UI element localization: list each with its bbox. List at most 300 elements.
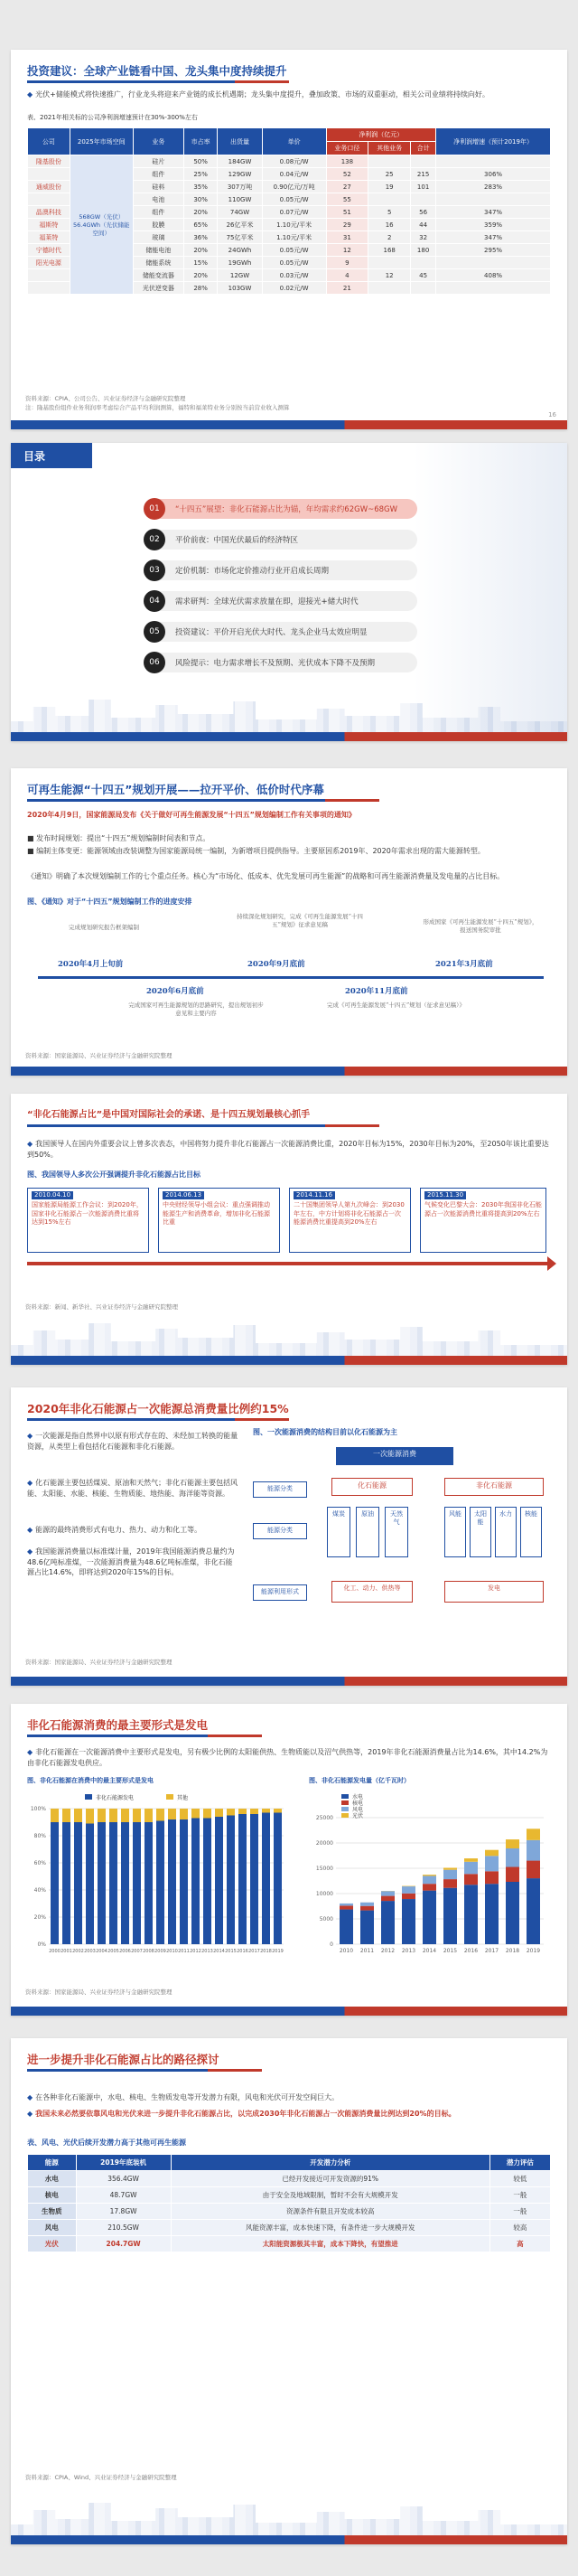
bar-0 xyxy=(74,1822,82,1944)
cell: 15% xyxy=(183,257,217,269)
milestone-desc: 持续深化规划研究，完成《可再生能源发展“十四五”规划》征求意见稿 xyxy=(237,913,363,929)
cell: 0.07元/W xyxy=(262,206,326,219)
cell xyxy=(436,193,551,206)
cell xyxy=(28,193,70,206)
x-tick-label: 2019 xyxy=(526,1948,541,1954)
bar-1 xyxy=(423,1884,436,1890)
x-tick-label: 2014 xyxy=(422,1948,437,1954)
th-sub-2: 其他业务 xyxy=(368,142,411,155)
bar-1 xyxy=(98,1809,106,1822)
x-tick-label: 2015 xyxy=(443,1948,458,1954)
cell: 一般 xyxy=(489,2187,550,2204)
cell: 20% xyxy=(183,244,217,257)
cell: 硅料 xyxy=(133,181,183,193)
toc-item[interactable] xyxy=(146,560,417,580)
x-tick-label: 2000 xyxy=(49,1949,61,1954)
cell xyxy=(411,282,436,295)
footer-bar xyxy=(11,2007,567,2016)
bar-0 xyxy=(51,1822,59,1944)
x-tick-label: 2012 xyxy=(190,1949,201,1954)
y-tick-label: 80% xyxy=(33,1833,46,1839)
diag-item: 核能 xyxy=(520,1507,542,1557)
bar-0 xyxy=(250,1814,258,1944)
toc-item[interactable] xyxy=(146,530,417,550)
cell: 21 xyxy=(326,282,368,295)
bar-0 xyxy=(485,1884,499,1944)
source-note: 资料来源：国家能源局、兴业证券经济与金融研究院整理 xyxy=(25,1988,172,1996)
cell: 19GWh xyxy=(218,257,262,269)
x-tick-label: 2010 xyxy=(339,1948,354,1954)
bar-1 xyxy=(402,1894,415,1899)
cell: 347% xyxy=(436,231,551,244)
bar-0 xyxy=(527,1878,540,1944)
bar-1 xyxy=(215,1809,223,1817)
legend-label: 非化石能源发电 xyxy=(96,1795,135,1801)
table-row xyxy=(28,2171,551,2187)
bar-1 xyxy=(274,1809,282,1813)
bar-1 xyxy=(168,1809,176,1819)
cell: 35% xyxy=(183,181,217,193)
bar-1 xyxy=(506,1867,519,1882)
y-tick-label: 0% xyxy=(37,1941,46,1948)
slide-title: 非化石能源消费的最主要形式是发电 xyxy=(27,1718,209,1732)
milestone-date: 2020年4月上旬前 xyxy=(58,960,124,969)
diag-label: 能源分类 xyxy=(253,1523,307,1539)
cell: 184GW xyxy=(218,155,262,168)
bar-3 xyxy=(443,1867,457,1869)
legend-swatch xyxy=(341,1800,349,1805)
cell xyxy=(368,155,411,168)
bullet: ◆ 一次能源是指自然界中以原有形式存在的、未经加工转换的能量资源，从类型上看包括化石能源和非化石能源。 xyxy=(27,1432,238,1451)
bar-2 xyxy=(360,1903,374,1906)
cell: 24GWh xyxy=(218,244,262,257)
footer-bar xyxy=(11,1067,567,1076)
cell: 26亿平米 xyxy=(218,219,262,231)
th-ship: 出货量 xyxy=(218,128,262,155)
cell: 胶膜 xyxy=(133,219,183,231)
x-tick-label: 2011 xyxy=(359,1948,375,1954)
cell xyxy=(368,257,411,269)
source-note: 资料来源：CPIA、公司公告、兴业证券经济与金融研究院整理 xyxy=(25,395,186,402)
cell: 风能资源丰富，成本快速下降，有条件进一步大规模开发 xyxy=(171,2220,489,2236)
cell: 51 xyxy=(326,206,368,219)
cell: 20% xyxy=(183,269,217,282)
bar-3 xyxy=(485,1850,499,1857)
x-tick-label: 2011 xyxy=(178,1949,190,1954)
x-tick-label: 2002 xyxy=(72,1949,84,1954)
cell: 30% xyxy=(183,193,217,206)
cell: 31 xyxy=(326,231,368,244)
commitment-card: 2015.11.30 气候变化巴黎大会：2030年我国非化石能源占一次能源消费比重将提高到20%左右 xyxy=(420,1188,546,1253)
cell: 110GW xyxy=(218,193,262,206)
bar-0 xyxy=(340,1910,353,1944)
bar-1 xyxy=(121,1809,129,1822)
x-tick-label: 2014 xyxy=(213,1949,225,1954)
bar-0 xyxy=(215,1817,223,1944)
cell: 28% xyxy=(183,282,217,295)
x-tick-label: 2012 xyxy=(380,1948,396,1954)
toc-item[interactable] xyxy=(146,653,417,672)
slide-title: 进一步提升非化石能源占比的路径探讨 xyxy=(27,2053,219,2066)
cell xyxy=(368,193,411,206)
diag-top: 一次能源消费 xyxy=(336,1447,453,1465)
bullet: ◆ 我国能源消费量以标准煤计量，2019年我国能源消费总量约为48.6亿吨标准煤，一次能源消费量为48.6亿吨标准煤，非化石能源占比14.6%，即将达到2020年15%的目标。 xyxy=(27,1547,235,1577)
cell: 较高 xyxy=(489,2220,550,2236)
bar-1 xyxy=(191,1809,200,1819)
cell: 55 xyxy=(326,193,368,206)
th-share: 市占率 xyxy=(183,128,217,155)
legend-label: 其他 xyxy=(177,1795,189,1801)
timeline-line xyxy=(38,976,544,979)
source-note: 资料来源：CPIA、Wind、兴业证券经济与金融研究院整理 xyxy=(25,2474,177,2481)
bar-1 xyxy=(74,1809,82,1822)
cell: 25% xyxy=(183,168,217,181)
toc-text: 定价机制：市场化定价推动行业开启成长周期 xyxy=(175,567,330,576)
bar-0 xyxy=(423,1891,436,1944)
x-tick-label: 2017 xyxy=(248,1949,260,1954)
diag-label: 能源利用形式 xyxy=(253,1584,307,1601)
bar-1 xyxy=(109,1809,117,1822)
cell: 103GW xyxy=(218,282,262,295)
figure-caption: 图、《通知》对于“十四五”规划编制工作的进度安排 xyxy=(27,898,192,906)
footer-bar xyxy=(11,732,567,741)
th-growth: 净利润增速（预计2019年） xyxy=(436,128,551,155)
cell: 组件 xyxy=(133,206,183,219)
bar-1 xyxy=(62,1809,70,1822)
bar-2 xyxy=(464,1862,478,1874)
cell xyxy=(411,193,436,206)
milestone-date: 2020年11月底前 xyxy=(345,987,408,996)
cell: 晶澳科技 xyxy=(28,206,70,219)
y-tick-label: 20000 xyxy=(315,1840,333,1847)
cell: 101 xyxy=(411,181,436,193)
diag-use: 发电 xyxy=(444,1581,544,1603)
diag-use: 化工、动力、供热等 xyxy=(331,1581,413,1603)
cell: 283% xyxy=(436,181,551,193)
figure-caption: 图、一次能源消费的结构目前以化石能源为主 xyxy=(253,1428,397,1436)
bar-3 xyxy=(506,1839,519,1848)
slide-title: 2020年非化石能源占一次能源总消费量比例约15% xyxy=(27,1402,289,1415)
cell: 45 xyxy=(411,269,436,282)
y-tick-label: 20% xyxy=(33,1914,46,1921)
bar-0 xyxy=(238,1814,247,1944)
cell xyxy=(436,155,551,168)
cell: 204.7GW xyxy=(76,2236,171,2252)
para: 《通知》明确了本次规划编制工作的七个重点任务。核心为“市场化、低成本、优先发展可再生能源”的战略和可再生能源消费量及发电量的占比目标。 xyxy=(27,872,505,880)
bar-0 xyxy=(191,1819,200,1945)
footer-bar xyxy=(11,2535,567,2544)
slide-primary-energy xyxy=(11,1387,567,1686)
cell: 4 xyxy=(326,269,368,282)
bar-0 xyxy=(464,1885,478,1944)
x-tick-label: 2013 xyxy=(401,1948,416,1954)
bar-0 xyxy=(156,1821,164,1945)
y-tick-label: 60% xyxy=(33,1860,46,1866)
cell: 0.03元/W xyxy=(262,269,326,282)
cell: 74GW xyxy=(218,206,262,219)
th-profit: 净利润（亿元） xyxy=(326,128,436,142)
toc-title: 目录 xyxy=(11,443,92,468)
legend-swatch xyxy=(341,1813,349,1818)
cell: 福莱特 xyxy=(28,231,70,244)
cell: 168 xyxy=(368,244,411,257)
slide-title: 投资建议：全球产业链看中国、龙头集中度持续提升 xyxy=(27,64,287,78)
x-tick-label: 2004 xyxy=(96,1949,107,1954)
company-table xyxy=(27,127,551,295)
diag-item: 风能 xyxy=(444,1507,466,1557)
bar-0 xyxy=(360,1911,374,1944)
x-tick-label: 2005 xyxy=(107,1949,119,1954)
cell: 32 xyxy=(411,231,436,244)
bar-1 xyxy=(238,1809,247,1814)
slide-commitment xyxy=(11,1094,567,1365)
bar-1 xyxy=(203,1809,211,1819)
title-underline xyxy=(27,80,235,83)
bar-3 xyxy=(464,1858,478,1862)
city-skyline xyxy=(11,2499,567,2535)
footer-bar xyxy=(11,1356,567,1365)
th-sub-3: 合计 xyxy=(411,142,436,155)
cell: 一般 xyxy=(489,2204,550,2220)
table-caption: 表、2021年相关标的公司净利润增速预计在30%-300%左右 xyxy=(27,114,198,121)
cell: 56 xyxy=(411,206,436,219)
cell: 44 xyxy=(411,219,436,231)
toc-text: “十四五”展望：非化石能源占比为锚，年均需求约62GW~68GW xyxy=(175,505,398,514)
cell: 12 xyxy=(326,244,368,257)
diag-item: 太阳能 xyxy=(470,1507,491,1557)
bar-1 xyxy=(360,1906,374,1911)
source-note: 资料来源：国家能源局、兴业证券经济与金融研究院整理 xyxy=(25,1659,172,1666)
bar-3 xyxy=(423,1875,436,1876)
y-tick-label: 40% xyxy=(33,1887,46,1894)
table-row xyxy=(28,2220,551,2236)
cell: 5 xyxy=(368,206,411,219)
footer-bar xyxy=(11,1677,567,1686)
milestone-date: 2021年3月底前 xyxy=(435,960,493,969)
cell: 359% xyxy=(436,219,551,231)
city-skyline xyxy=(11,1320,567,1356)
cell: 306% xyxy=(436,168,551,181)
chart-generation xyxy=(309,1791,553,1962)
bar-1 xyxy=(381,1896,395,1902)
x-tick-label: 2010 xyxy=(166,1949,178,1954)
th: 能源 xyxy=(28,2155,77,2171)
cell: 75亿平米 xyxy=(218,231,262,244)
bar-2 xyxy=(340,1904,353,1905)
cell: 210.5GW xyxy=(76,2220,171,2236)
para: ■ 发布时间规划：提出“十四五”规划编制时间表和节点。 xyxy=(27,834,210,842)
bullet: ◆ 化石能源主要包括煤炭、原油和天然气；非化石能源主要包括风能、太阳能、水能、核能、生物质能、地热能、海洋能等资源。 xyxy=(27,1479,238,1498)
cell: 52 xyxy=(326,168,368,181)
cell: 阳光电源 xyxy=(28,257,70,269)
slide-plan xyxy=(11,768,567,1076)
bar-0 xyxy=(109,1822,117,1944)
slide-title: “非化石能源占比”是中国对国际社会的承诺、是十四五规划最核心抓手 xyxy=(27,1110,311,1120)
slide-toc xyxy=(11,443,567,741)
cell: 0.02元/W xyxy=(262,282,326,295)
cell: 储能系统 xyxy=(133,257,183,269)
toc-num: 03 xyxy=(144,559,165,581)
bar-2 xyxy=(443,1870,457,1879)
title-underline xyxy=(27,1124,325,1127)
y-tick-label: 25000 xyxy=(315,1815,333,1821)
y-tick-label: 100% xyxy=(30,1806,46,1812)
source-note: 资料来源：国家能源局、兴业证券经济与金融研究院整理 xyxy=(25,1052,172,1059)
cell: 储能电池 xyxy=(133,244,183,257)
cell: 核电 xyxy=(28,2187,77,2204)
bullet: ◆ 在各种非化石能源中，水电、核电、生物质发电等开发潜力有限，风电和光伏可开发空间巨大。 xyxy=(27,2093,340,2101)
cell: 0.05元/W xyxy=(262,257,326,269)
cell: 资源条件有限且开发成本较高 xyxy=(171,2204,489,2220)
cell: 29 xyxy=(326,219,368,231)
bar-1 xyxy=(180,1809,188,1819)
cell: 356.4GW xyxy=(76,2171,171,2187)
market-cell: 568GW（光伏）56.4GWh（光伏储能空间） xyxy=(70,155,133,295)
bullet: ◆ 我国未来必然要依靠风电和光伏来进一步提升非化石能源占比，以完成2030年非化石能源占一次能源消费量比例达到20%的目标。 xyxy=(27,2110,456,2118)
bar-0 xyxy=(506,1882,519,1944)
th-biz: 业务 xyxy=(133,128,183,155)
milestone-desc: 形成国家《可再生能源发展“十四五”规划》，报送国务院审批 xyxy=(423,918,538,935)
cell: 较低 xyxy=(489,2171,550,2187)
x-tick-label: 2019 xyxy=(272,1949,284,1954)
cell: 307万吨 xyxy=(218,181,262,193)
commitment-card: 2014.06.13 中央财经领导小组会议：重点强调推动能源生产和消费革命，增加非化石能源比重 xyxy=(158,1188,280,1253)
cell: 玻璃 xyxy=(133,231,183,244)
cell: 0.04元/W xyxy=(262,168,326,181)
footer-bar xyxy=(11,420,567,429)
diag-fossil: 化石能源 xyxy=(331,1478,413,1496)
cell: 12 xyxy=(368,269,411,282)
cell: 光伏 xyxy=(28,2236,77,2252)
cell: 17.8GW xyxy=(76,2204,171,2220)
bar-0 xyxy=(144,1822,153,1944)
figure-caption: 图、我国领导人多次公开强调提升非化石能源占比目标 xyxy=(27,1170,200,1179)
milestone-desc: 完成《可再生能源发展“十四五”规划（征求意见稿）》 xyxy=(327,1001,465,1009)
cell: 138 xyxy=(326,155,368,168)
toc-num: 01 xyxy=(144,498,165,520)
cell xyxy=(28,282,70,295)
cell: 0.90亿元/万吨 xyxy=(262,181,326,193)
toc-text: 需求研判：全球光伏需求放量在即，迎接光+储大时代 xyxy=(175,597,359,606)
table-caption: 表、风电、光伏后续开发潜力高于其他可再生能源 xyxy=(27,2139,186,2147)
legend-swatch xyxy=(341,1807,349,1811)
cell: 25 xyxy=(368,168,411,181)
bar-0 xyxy=(274,1813,282,1945)
bar-3 xyxy=(527,1829,540,1840)
title-underline xyxy=(27,1735,208,1737)
th-price: 单价 xyxy=(262,128,326,155)
bar-1 xyxy=(133,1809,141,1822)
figure-caption: 图、非化石能源在消费中的最主要形式是发电 xyxy=(27,1777,154,1784)
page-number: 16 xyxy=(548,411,556,418)
bar-2 xyxy=(485,1856,499,1871)
table-row xyxy=(28,2187,551,2204)
bullet: ◆ 我国颁导人在国内外重要会议上曾多次表态，中国将努力提升非化石能源占一次能源消费比重，2020年目标为15%，2030年目标为20%，至2050年该比重要达到50%。 xyxy=(27,1140,549,1159)
cell: 19 xyxy=(368,181,411,193)
legend-swatch xyxy=(85,1794,92,1800)
diag-item: 水力 xyxy=(495,1507,517,1557)
cell: 由于安全及地域限制，暂时不会有大规模开发 xyxy=(171,2187,489,2204)
x-tick-label: 2018 xyxy=(260,1949,272,1954)
bullet: ◆ 光伏+储能模式将快速推广，行业龙头将迎来产业链的成长机遇期；龙头集中度提升，叠加政策、市场的双重驱动，相关公司业绩将持续向好。 xyxy=(27,90,489,99)
cell xyxy=(436,282,551,295)
x-tick-label: 2001 xyxy=(61,1949,72,1954)
bar-1 xyxy=(144,1809,153,1822)
bar-0 xyxy=(62,1822,70,1944)
bar-0 xyxy=(86,1824,94,1945)
cell: 组件 xyxy=(133,168,183,181)
bar-1 xyxy=(485,1871,499,1884)
cell: 65% xyxy=(183,219,217,231)
cell: 295% xyxy=(436,244,551,257)
cell: 50% xyxy=(183,155,217,168)
cell: 储能变流器 xyxy=(133,269,183,282)
x-tick-label: 2013 xyxy=(201,1949,213,1954)
bar-1 xyxy=(250,1809,258,1814)
bar-0 xyxy=(381,1901,395,1944)
commitment-card: 2010.04.10 国家能源局能源工作会议：到2020年，国家非化石能源占一次能源消费比重将达到15%左右 xyxy=(27,1188,149,1253)
slide-power-generation xyxy=(11,1704,567,2016)
toc-num: 06 xyxy=(144,652,165,673)
cell: 20% xyxy=(183,206,217,219)
bar-0 xyxy=(133,1822,141,1944)
slide-path xyxy=(11,2038,567,2544)
bar-2 xyxy=(402,1886,415,1894)
cell xyxy=(28,168,70,181)
cell: 高 xyxy=(489,2236,550,2252)
cell: 0.08元/W xyxy=(262,155,326,168)
arrow-head-icon xyxy=(547,1256,556,1271)
table-row xyxy=(28,155,551,168)
cell xyxy=(411,155,436,168)
th: 潜力评估 xyxy=(489,2155,550,2171)
legend-label: 水电 xyxy=(352,1794,364,1800)
bar-2 xyxy=(527,1840,540,1861)
diag-item: 天然气 xyxy=(385,1507,408,1557)
legend-label: 核电 xyxy=(352,1800,364,1807)
milestone-desc: 完成规划研究报告框架编制 xyxy=(69,924,139,931)
toc-item[interactable] xyxy=(146,622,417,642)
toc-text: 投资建议：平价开启光伏大时代、龙头企业马太效应明显 xyxy=(175,628,368,637)
slide-investment xyxy=(11,50,567,429)
timeline-arrow xyxy=(27,1262,551,1265)
cell: 硅片 xyxy=(133,155,183,168)
bar-1 xyxy=(262,1809,270,1813)
bar-2 xyxy=(381,1891,395,1895)
decor-gradient xyxy=(414,443,567,741)
bar-2 xyxy=(506,1848,519,1866)
toc-item[interactable] xyxy=(146,591,417,611)
x-tick-label: 2018 xyxy=(505,1948,520,1954)
bar-0 xyxy=(227,1816,235,1945)
cell: 通威股份 xyxy=(28,181,70,193)
source-note: 资料来源：新闻、新华社、兴业证券经济与金融研究院整理 xyxy=(25,1303,178,1311)
cell: 0.05元/W xyxy=(262,193,326,206)
bar-1 xyxy=(340,1905,353,1909)
y-tick-label: 0 xyxy=(330,1941,333,1948)
toc-item[interactable] xyxy=(146,499,417,519)
figure-caption: 图、非化石能源发电量（亿千瓦时） xyxy=(309,1777,410,1784)
cell: 隆基股份 xyxy=(28,155,70,168)
para: ■ 编制主体变更：能源领域由改装调整为国家能源局统一编制，为新增项目提供指导。主要原因系2019年、2020年需求出现的需大能源转型。 xyxy=(27,847,485,855)
cell: 水电 xyxy=(28,2171,77,2187)
x-tick-label: 2006 xyxy=(119,1949,131,1954)
y-tick-label: 5000 xyxy=(319,1916,333,1923)
table-row xyxy=(28,2204,551,2220)
bar-0 xyxy=(443,1888,457,1944)
chart-share xyxy=(27,1791,289,1962)
milestone-date: 2020年6月底前 xyxy=(146,987,204,996)
